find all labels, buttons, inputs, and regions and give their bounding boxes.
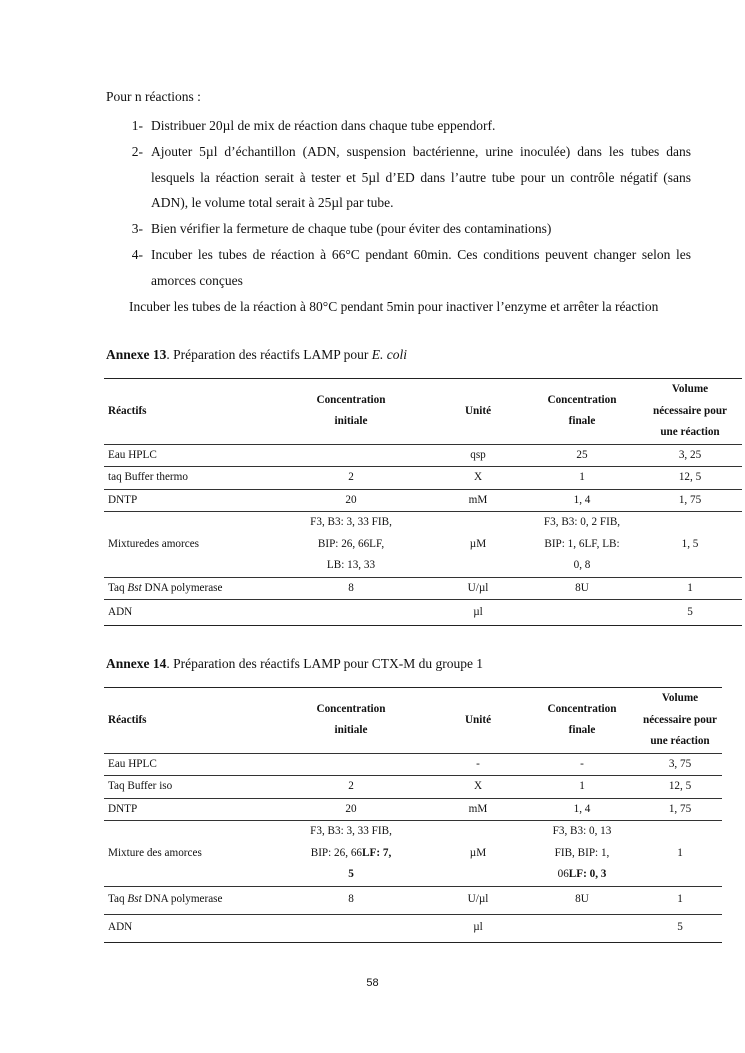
step-text: Incuber les tubes de réaction à 66°C pendant 60min. Ces conditions peuvent changer selon les amorces conçues <box>151 246 691 288</box>
protocol-steps <box>106 113 691 294</box>
cell-conc-initiale <box>272 444 430 467</box>
cell-conc-finale <box>526 914 638 942</box>
table-row <box>104 577 742 600</box>
cell-volume: 12, 5 <box>638 776 722 799</box>
cell-conc-initiale: 20 <box>272 489 430 512</box>
inactivation-paragraph: Incuber les tubes de la réaction à 80°C pendant 5min pour inactiver l’enzyme et arrêter la réaction <box>129 299 659 314</box>
annex-13-table <box>104 378 742 626</box>
annex-13-organism: E. coli <box>371 347 407 362</box>
step-text: Bien vérifier la fermeture de chaque tube (pour éviter des contaminations) <box>151 221 552 237</box>
cell-conc-finale: 1 <box>526 467 638 490</box>
cell-volume: 1 <box>638 886 722 914</box>
cell-volume: 3, 25 <box>638 444 742 467</box>
cell-conc-finale: 25 <box>526 444 638 467</box>
cell-reactif: Eau HPLC <box>104 444 272 467</box>
header-volume: Volume nécessaire pour une réaction <box>638 688 722 754</box>
cell-conc-initiale <box>272 914 430 942</box>
header-unite: Unité <box>430 379 526 445</box>
header-concentration-finale: Concentration finale <box>526 688 638 754</box>
cell-conc-finale: F3, B3: 0, 13 FIB, BIP: 1, 06LF: 0, 3 <box>526 821 638 887</box>
cell-unite: X <box>430 467 526 490</box>
cell-reactif: Mixturedes amorces <box>104 512 272 578</box>
cell-volume: 12, 5 <box>638 467 742 490</box>
header-reactifs: Réactifs <box>104 688 272 754</box>
cell-unite: mM <box>430 489 526 512</box>
protocol-step-3 <box>106 216 691 242</box>
cell-volume: 5 <box>638 914 722 942</box>
cell-volume: 1 <box>638 821 722 887</box>
cell-reactif: Mixture des amorces <box>104 821 272 887</box>
table-row <box>104 444 742 467</box>
cell-conc-initiale: 8 <box>272 886 430 914</box>
table-header-row <box>104 379 742 445</box>
cell-unite: qsp <box>430 444 526 467</box>
step-number: 2- <box>131 143 143 159</box>
header-volume: Volume nécessaire pour une réaction <box>638 379 742 445</box>
protocol-step-1 <box>106 113 691 139</box>
cell-conc-finale: 8U <box>526 886 638 914</box>
cell-unite: U/µl <box>430 886 526 914</box>
table-row <box>104 776 722 799</box>
table-row <box>104 753 722 776</box>
table-row <box>104 914 722 942</box>
table-header-row <box>104 688 722 754</box>
table-row <box>104 512 742 578</box>
cell-reactif: ADN <box>104 914 272 942</box>
cell-unite: µM <box>430 512 526 578</box>
protocol-step-2 <box>106 139 691 216</box>
header-concentration-finale: Concentration finale <box>526 379 638 445</box>
step-text: Ajouter 5µl d’échantillon (ADN, suspension bactérienne, urine inoculée) dans les tubes dans lesquels la réaction serait à tester et 5µl d’ED dans l’autre tube pour un contrôle négatif (sans ADN), le volume total serait à 25µl par tube. <box>151 143 691 211</box>
cell-volume: 5 <box>638 600 742 626</box>
cell-volume: 1, 5 <box>638 512 742 578</box>
cell-conc-initiale <box>272 753 430 776</box>
table-row <box>104 600 742 626</box>
cell-unite: U/µl <box>430 577 526 600</box>
cell-unite: mM <box>430 798 526 821</box>
annex-14-title-text: . Préparation des réactifs LAMP pour CTX-M du groupe 1 <box>166 656 484 671</box>
cell-conc-initiale <box>272 600 430 626</box>
header-reactifs: Réactifs <box>104 379 272 445</box>
cell-unite: X <box>430 776 526 799</box>
cell-conc-initiale: 20 <box>272 798 430 821</box>
annex-13-label: Annexe 13 <box>106 347 167 362</box>
cell-conc-initiale: F3, B3: 3, 33 FIB, BIP: 26, 66LF: 7, 5 <box>272 821 430 887</box>
annex-14-label: Annexe 14 <box>106 656 167 671</box>
step-number: 4- <box>131 246 143 262</box>
cell-conc-finale: F3, B3: 0, 2 FIB, BIP: 1, 6LF, LB: 0, 8 <box>526 512 638 578</box>
table-row <box>104 798 722 821</box>
cell-reactif: Taq Buffer iso <box>104 776 272 799</box>
cell-reactif: ADN <box>104 600 272 626</box>
cell-reactif: taq Buffer thermo <box>104 467 272 490</box>
cell-conc-finale: - <box>526 753 638 776</box>
cell-reactif: Taq Bst DNA polymerase <box>104 886 272 914</box>
cell-reactif: DNTP <box>104 489 272 512</box>
cell-volume: 1, 75 <box>638 489 742 512</box>
header-concentration-initiale: Concentration initiale <box>272 688 430 754</box>
cell-volume: 3, 75 <box>638 753 722 776</box>
header-unite: Unité <box>430 688 526 754</box>
step-number: 1- <box>131 118 143 133</box>
header-concentration-initiale: Concentration initiale <box>272 379 430 445</box>
cell-conc-initiale: 2 <box>272 467 430 490</box>
annex-14-title <box>106 656 483 672</box>
step-number: 3- <box>131 221 143 237</box>
annex-13-title-text: . Préparation des réactifs LAMP pour <box>166 347 372 362</box>
cell-conc-initiale: 8 <box>272 577 430 600</box>
annex-14-table <box>104 687 722 943</box>
cell-volume: 1, 75 <box>638 798 722 821</box>
table-row <box>104 886 722 914</box>
protocol-step-4 <box>106 242 691 294</box>
cell-conc-finale: 1 <box>526 776 638 799</box>
cell-volume: 1 <box>638 577 742 600</box>
cell-unite: - <box>430 753 526 776</box>
cell-reactif: DNTP <box>104 798 272 821</box>
cell-reactif: Eau HPLC <box>104 753 272 776</box>
cell-unite: µl <box>430 914 526 942</box>
table-row <box>104 489 742 512</box>
cell-unite: µl <box>430 600 526 626</box>
table-row <box>104 821 722 887</box>
cell-conc-finale: 1, 4 <box>526 798 638 821</box>
cell-conc-initiale: F3, B3: 3, 33 FIB, BIP: 26, 66LF, LB: 13, 33 <box>272 512 430 578</box>
cell-conc-initiale: 2 <box>272 776 430 799</box>
page-number: 58 <box>366 977 379 989</box>
cell-conc-finale: 8U <box>526 577 638 600</box>
table-row <box>104 467 742 490</box>
cell-conc-finale <box>526 600 638 626</box>
intro-line: Pour n réactions : <box>106 89 201 104</box>
cell-reactif: Taq Bst DNA polymerase <box>104 577 272 600</box>
annex-13-title <box>106 347 407 363</box>
cell-unite: µM <box>430 821 526 887</box>
step-text: Distribuer 20µl de mix de réaction dans chaque tube eppendorf. <box>151 118 496 133</box>
cell-conc-finale: 1, 4 <box>526 489 638 512</box>
